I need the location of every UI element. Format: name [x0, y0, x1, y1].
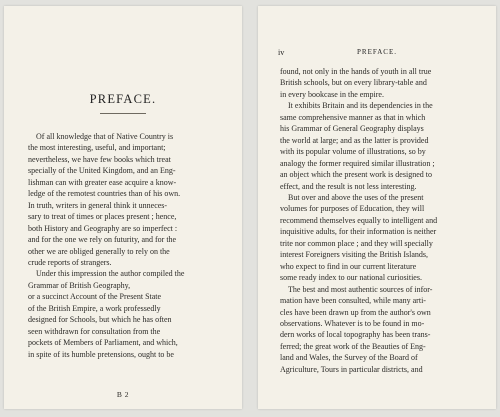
text-line: sary to treat of times or places present ; hence, — [28, 212, 177, 222]
text-line: effect, and the result is not less interesting. — [280, 181, 417, 191]
text-line: cles have been drawn up from the author's own — [280, 307, 431, 317]
text-line: ferred; the great work of the Beauties of Eng- — [280, 341, 426, 351]
text-line: the world at large; and as the latter is provided — [280, 135, 429, 145]
text-line: ledge of the remotest countries than of his own. — [28, 189, 181, 199]
running-head: PREFACE. — [357, 48, 397, 56]
text-line: both History and Geography are so imperfect : — [28, 223, 178, 233]
text-line: same comprehensive manner as that in which — [280, 112, 426, 122]
text-line: an object which the present work is designed to — [280, 170, 432, 180]
text-line: pockets of Members of Parliament, and which, — [28, 338, 178, 348]
text-line: dern works of local topography has been trans- — [280, 330, 431, 340]
text-line: designed for Schools, but which he has often — [28, 315, 172, 325]
text-line: some ready index to our national curiosities. — [280, 273, 422, 283]
page-heading: PREFACE. — [89, 92, 157, 106]
text-line: who expect to find in our current literature — [280, 261, 417, 271]
text-line: crude reports of strangers. — [28, 257, 112, 267]
text-line: in every bookcase in the empire. — [280, 89, 384, 99]
text-line: his Grammar of General Geography displays — [280, 124, 424, 134]
text-line: and for the one we rely on futurity, and for the — [28, 235, 177, 245]
text-line: analogy the former required similar illustration ; — [280, 158, 435, 168]
text-line: It exhibits Britain and its dependencies in the — [288, 101, 433, 111]
text-line: The best and most authentic sources of infor- — [288, 284, 433, 294]
text-line: or a succinct Account of the Present State — [28, 292, 162, 302]
left-page-text — [28, 131, 228, 360]
text-line: But over and above the uses of the present — [288, 192, 424, 202]
page-number: iv — [278, 48, 285, 57]
text-line: with its popular volume of illustrations, so by — [280, 147, 426, 157]
text-line: the most interesting, useful, and important; — [28, 143, 166, 153]
text-line: nevertheless, we have few books which treat — [28, 154, 171, 164]
text-line: observations. Whatever is to be found in mo- — [280, 318, 425, 328]
text-line: Under this impression the author compiled the — [36, 269, 185, 279]
text-line: of the British Empire, a work professedly — [28, 303, 161, 313]
left-page — [4, 6, 242, 409]
text-line: mation have been consulted, while many arti- — [280, 296, 426, 306]
heading-rule — [100, 113, 146, 114]
text-line: trite nor common place ; and they will specially — [280, 238, 433, 248]
text-line: land and Wales, the Survey of the Board of — [280, 353, 418, 363]
right-page — [258, 6, 496, 409]
text-line: recommend themselves equally to intelligent and — [280, 215, 438, 225]
text-line: Of all knowledge that of Native Country is — [36, 132, 174, 141]
text-line: Agriculture, Tours in particular districts, and — [280, 364, 423, 374]
text-line: British schools, but on every library-table and — [280, 78, 427, 88]
text-line: volumes for purposes of Education, they will — [280, 204, 425, 214]
text-line: specially of the United Kingdom, and an Eng- — [28, 166, 176, 176]
text-line: found, not only in the hands of youth in all true — [280, 67, 432, 76]
signature-mark: B 2 — [116, 390, 130, 399]
right-page-text — [280, 66, 480, 375]
text-line: other we are obliged generally to rely on the — [28, 246, 170, 256]
text-line: lishman can with greater ease acquire a know- — [28, 177, 177, 187]
text-line: In truth, writers in general think it unneces- — [28, 200, 168, 210]
text-line: interest Foreigners visiting the British Islands, — [280, 250, 428, 260]
text-line: in spite of its humble pretensions, ought to be — [28, 349, 174, 359]
text-line: seen withdrawn for consultation from the — [28, 326, 161, 336]
text-line: Grammar of British Geography, — [28, 280, 131, 290]
text-line: inquisitive adults, for their information is neither — [280, 227, 437, 237]
